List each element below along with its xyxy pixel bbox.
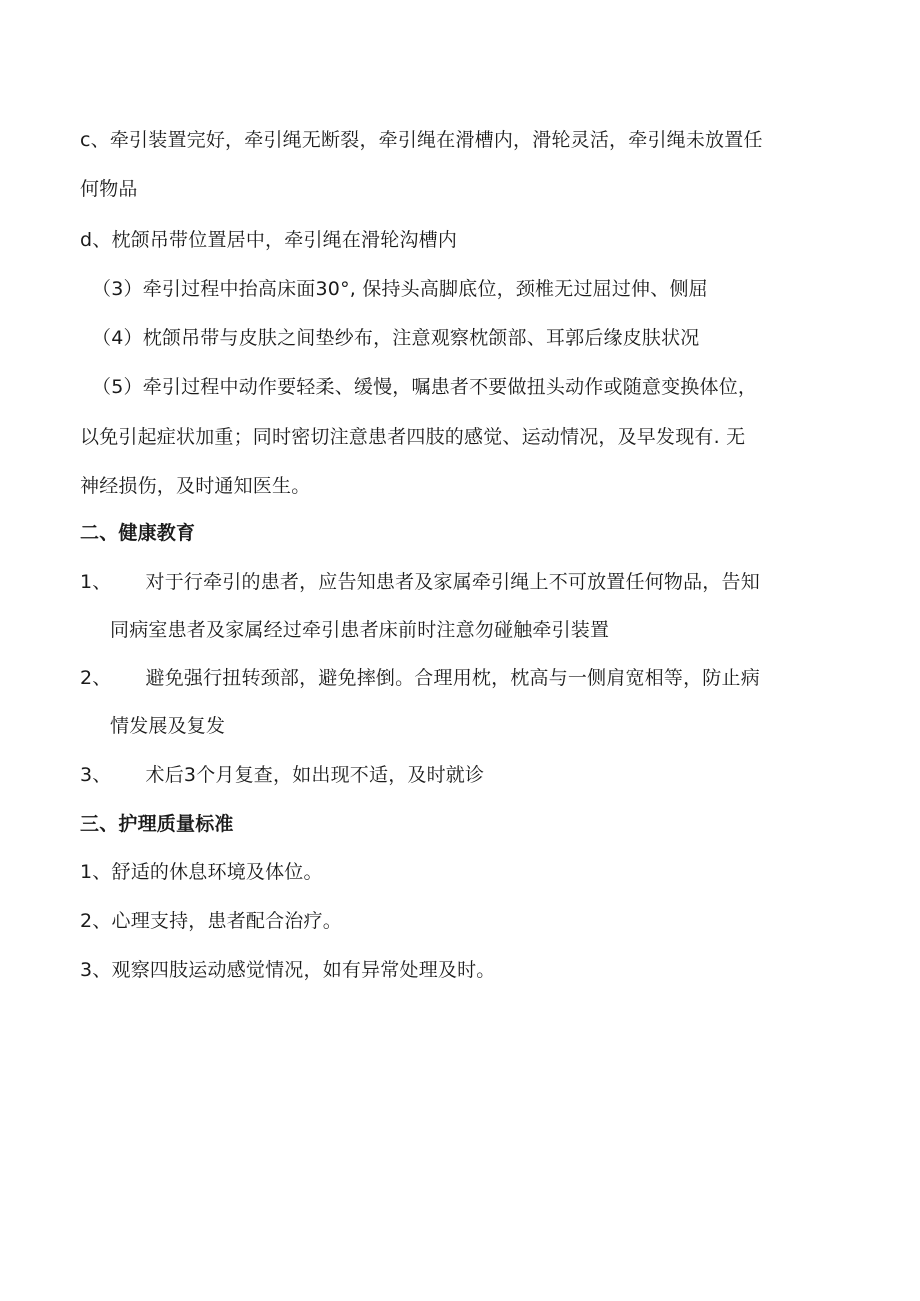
item-c-line-2: 何物品: [80, 178, 138, 200]
education-item-1-line-1: [80, 570, 760, 594]
item-3: （3）牵引过程中抬高床面30°, 保持头高脚底位，颈椎无过屈过伸、侧屈: [92, 278, 708, 300]
item-5-line-1: （5）牵引过程中动作要轻柔、缓慢，嘱患者不要做扭头动作或随意变换体位，: [92, 376, 758, 398]
quality-item-1: 1、舒适的休息环境及体位。: [80, 861, 323, 883]
education-item-1-number: 1、: [80, 571, 112, 593]
education-item-3-number: 3、: [80, 764, 112, 786]
item-5-line-2: 以免引起症状加重；同时密切注意患者四肢的感觉、运动情况，及早发现有. 无: [80, 426, 746, 448]
quality-item-3: 3、观察四肢运动感觉情况，如有异常处理及时。: [80, 959, 496, 981]
education-item-1-text: 对于行牵引的患者，应告知患者及家属牵引绳上不可放置任何物品，告知: [145, 571, 760, 593]
education-item-3-line-1: [80, 763, 484, 787]
item-5-line-3: 神经损伤，及时通知医生。: [80, 475, 311, 497]
section-heading-quality-standards: 三、护理质量标准: [80, 813, 234, 835]
section-heading-health-education: 二、健康教育: [80, 522, 196, 544]
quality-item-2: 2、心理支持，患者配合治疗。: [80, 910, 342, 932]
item-d: d、枕颌吊带位置居中，牵引绳在滑轮沟槽内: [80, 229, 458, 251]
education-item-3-text: 术后3个月复查，如出现不适，及时就诊: [145, 764, 485, 786]
education-item-2-number: 2、: [80, 667, 112, 689]
education-item-2-line-2: 情发展及复发: [110, 715, 226, 737]
item-c-line-1: c、牵引装置完好，牵引绳无断裂，牵引绳在滑槽内，滑轮灵活，牵引绳未放置任: [80, 129, 763, 151]
education-item-2-text: 避免强行扭转颈部，避免摔倒。合理用枕，枕高与一侧肩宽相等，防止病: [145, 667, 760, 689]
education-item-2-line-1: [80, 666, 760, 690]
education-item-1-line-2: 同病室患者及家属经过牵引患者床前时注意勿碰触牵引装置: [110, 619, 610, 641]
item-4: （4）枕颌吊带与皮肤之间垫纱布，注意观察枕颌部、耳郭后缘皮肤状况: [92, 327, 700, 349]
